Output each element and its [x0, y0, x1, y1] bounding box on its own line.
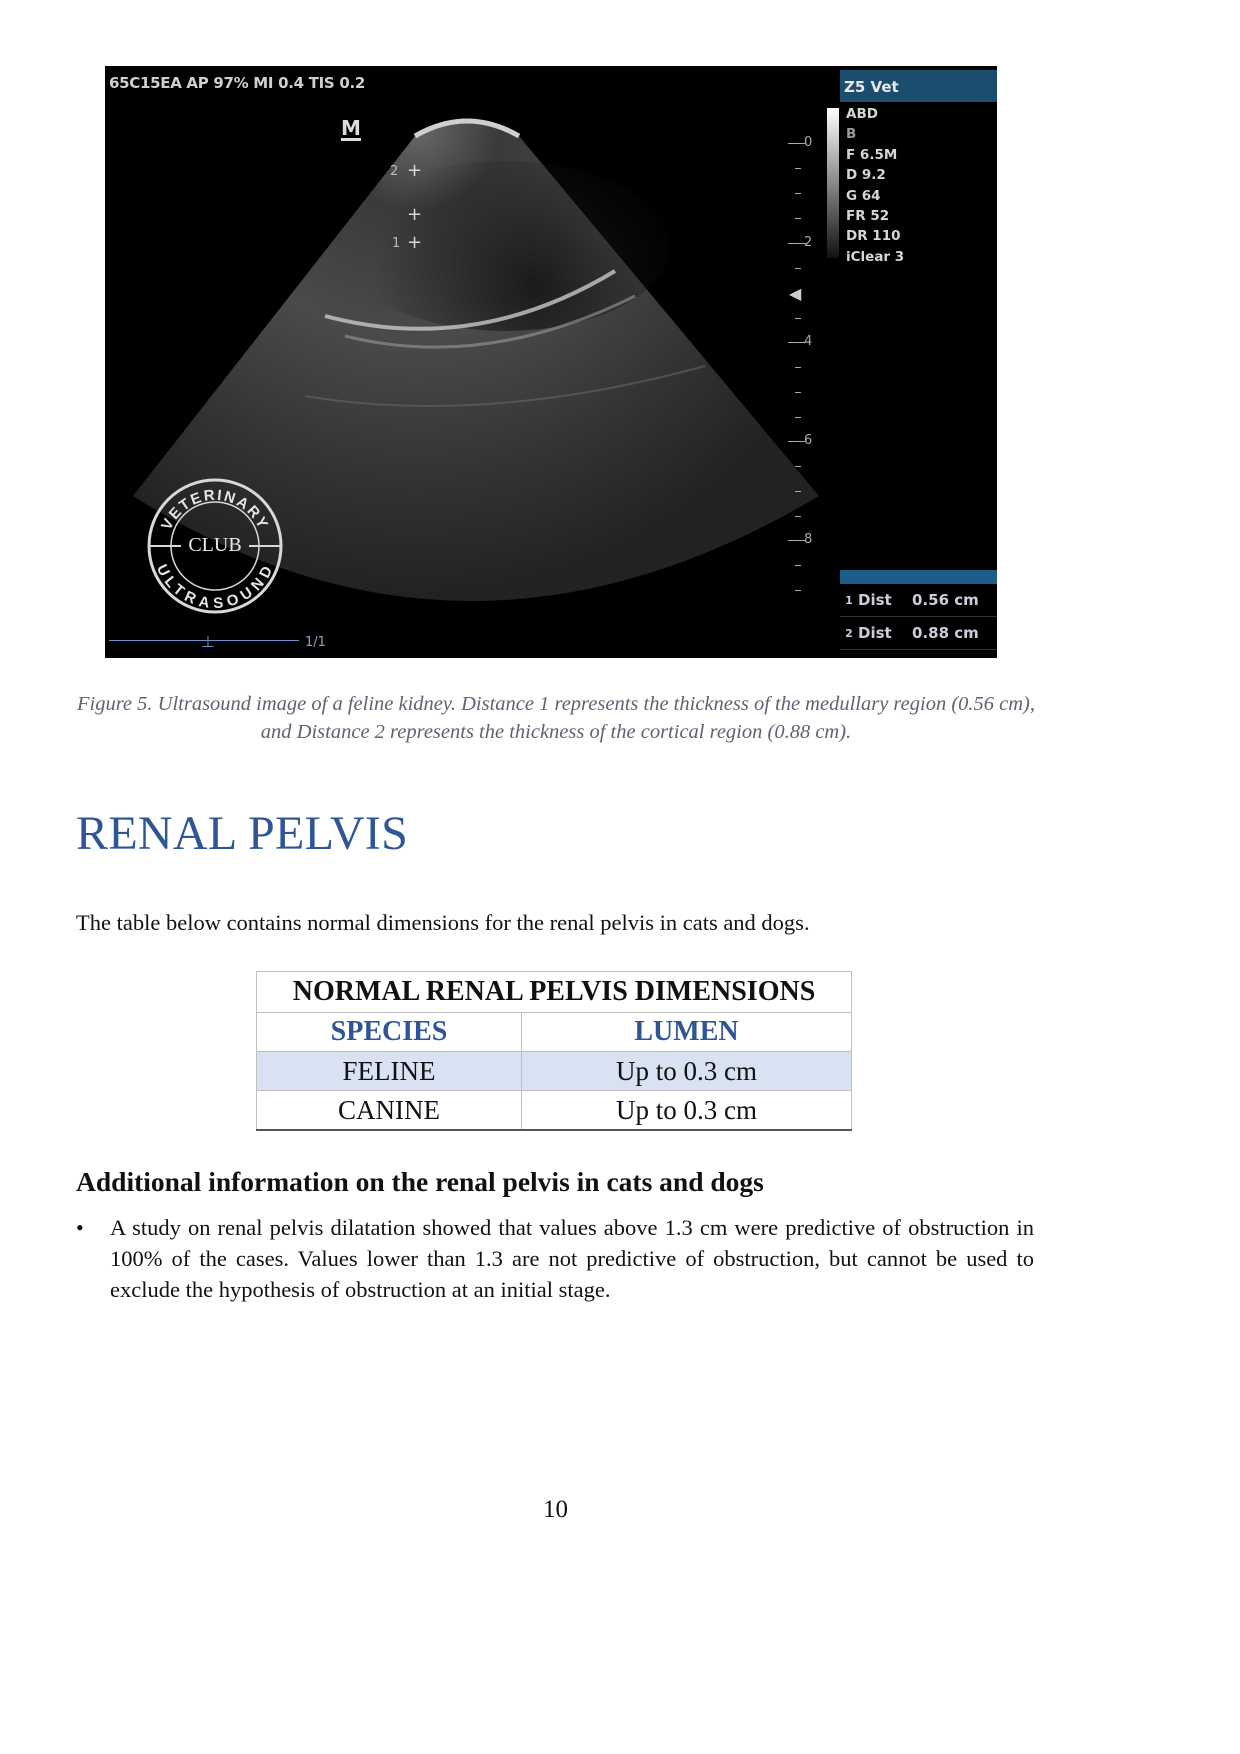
parameter-item: iClear 3 [846, 248, 905, 265]
measurement-header-bar [840, 570, 997, 584]
bullet-text: A study on renal pelvis dilatation showed that values above 1.3 cm were predictive of obstruction in 100% of the cases. Values lower than 1.3 are not predictive of obstruction, but cannot be used to exclude the hypothesis of obstruction at an initial stage. [110, 1215, 1034, 1302]
caliper-label-1: 1 [392, 236, 401, 251]
table-cell-species: CANINE [257, 1091, 522, 1131]
cine-position-marker-icon: ⊥ [201, 632, 215, 651]
depth-tick [795, 491, 801, 492]
depth-label-0: 0 [804, 135, 813, 150]
depth-tick [795, 268, 801, 269]
probe-orientation-marker: M [341, 116, 361, 140]
logo-center-text: CLUB [188, 534, 242, 556]
depth-label-2: 2 [804, 235, 813, 250]
depth-tick [795, 318, 801, 319]
measurement-row [840, 584, 997, 617]
section-heading: RENAL PELVIS [76, 807, 409, 860]
parameter-item: F 6.5M [846, 146, 898, 163]
list-item [76, 1212, 1034, 1305]
measurement-label: Dist [858, 591, 892, 609]
veterinary-club-ultrasound-logo [145, 476, 285, 616]
caliper-cross-icon: + [407, 204, 423, 225]
column-header-species: SPECIES [257, 1013, 522, 1052]
measurement-row [840, 617, 997, 650]
parameter-item: B [846, 126, 857, 143]
column-header-lumen: LUMEN [522, 1013, 852, 1052]
depth-tick [795, 168, 801, 169]
measurement-value: 0.56 cm [912, 591, 979, 609]
parameter-list [840, 104, 997, 267]
svg-text:ULTRASOUND: ULTRASOUND [152, 561, 278, 613]
measurement-panel [840, 570, 997, 650]
frame-counter: 1/1 [305, 635, 326, 650]
depth-tick [795, 218, 801, 219]
depth-label-4: 4 [804, 334, 813, 349]
table-title: NORMAL RENAL PELVIS DIMENSIONS [257, 972, 852, 1013]
caliper-cross-icon: + [407, 232, 423, 253]
depth-label-8: 8 [804, 532, 813, 547]
depth-tick [795, 590, 801, 591]
depth-tick [795, 516, 801, 517]
depth-tick [795, 565, 801, 566]
parameter-item: DR 110 [846, 228, 901, 245]
renal-pelvis-table [256, 971, 852, 1131]
table-cell-lumen: Up to 0.3 cm [522, 1091, 852, 1131]
caliper-label-2: 2 [390, 164, 399, 179]
table-row [257, 1052, 852, 1091]
measurement-value: 0.88 cm [912, 624, 979, 642]
intro-paragraph: The table below contains normal dimensions for the renal pelvis in cats and dogs. [76, 910, 810, 935]
parameter-item: G 64 [846, 187, 881, 204]
subsection-heading: Additional information on the renal pelvis in cats and dogs [76, 1166, 764, 1197]
depth-tick [795, 367, 801, 368]
table-row [257, 1091, 852, 1131]
focus-marker-icon: ◀ [789, 284, 802, 303]
measurement-number: 1 [845, 593, 853, 607]
grayscale-bar [827, 108, 839, 258]
device-model: Z5 Vet [840, 70, 997, 102]
table-cell-lumen: Up to 0.3 cm [522, 1052, 852, 1091]
ultrasound-image [105, 66, 997, 658]
ultrasound-header-text: 65C15EA AP 97% MI 0.4 TIS 0.2 [109, 74, 366, 92]
depth-tick [795, 392, 801, 393]
depth-tick [795, 466, 801, 467]
settings-panel [840, 70, 997, 267]
table-cell-species: FELINE [257, 1052, 522, 1091]
measurement-label: Dist [858, 624, 892, 642]
bullet-icon: • [76, 1215, 84, 1240]
parameter-item: ABD [846, 106, 878, 122]
caliper-cross-icon: + [407, 160, 423, 181]
page-number: 10 [543, 1496, 568, 1523]
depth-tick [795, 417, 801, 418]
depth-tick [795, 193, 801, 194]
depth-label-6: 6 [804, 433, 813, 448]
svg-text:VETERINARY: VETERINARY [158, 486, 272, 533]
table-header-row [257, 1013, 852, 1052]
parameter-item: FR 52 [846, 208, 890, 225]
figure-caption: Figure 5. Ultrasound image of a feline kidney. Distance 1 represents the thickness of the medullary region (0.56 cm), and Distance 2 represents the thickness of the cortical region (0.88 cm). [77, 693, 1035, 743]
parameter-item: D 9.2 [846, 167, 886, 184]
table-title-row [257, 972, 852, 1013]
measurement-number: 2 [845, 626, 853, 640]
